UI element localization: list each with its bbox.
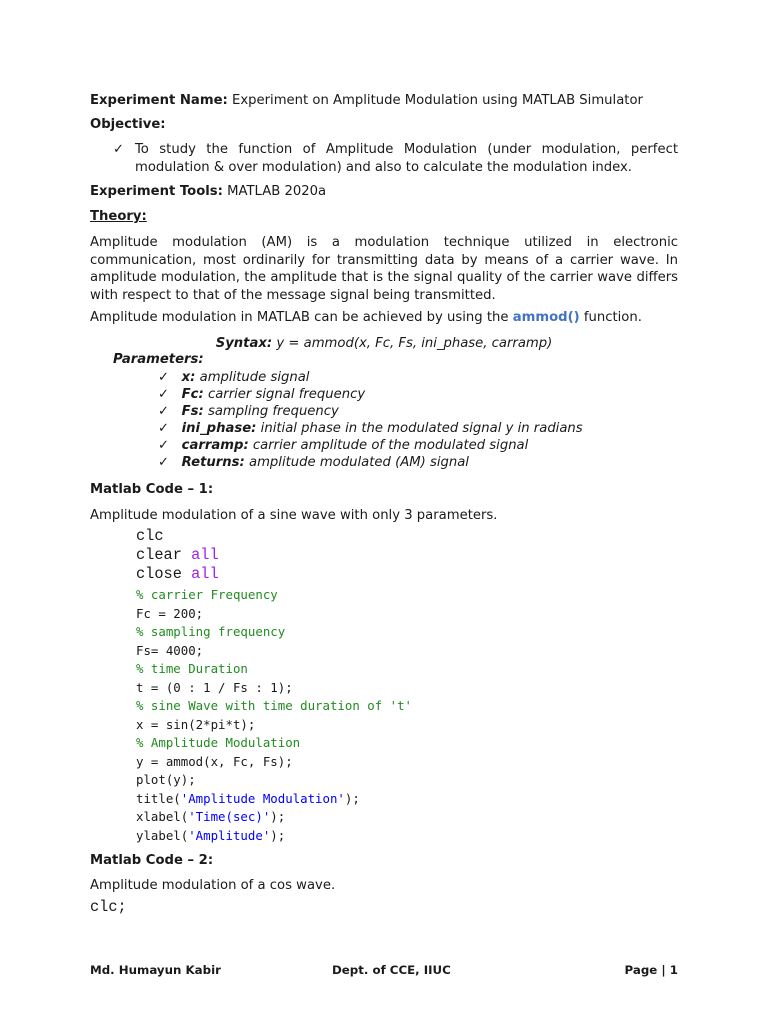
parameter-name: ini_phase: — [181, 421, 257, 436]
syntax-line — [90, 336, 678, 351]
syntax-label: Syntax: — [215, 336, 273, 351]
parameter-item — [158, 421, 583, 436]
parameter-item — [158, 370, 309, 385]
code-line: ylabel('Amplitude'); — [136, 827, 286, 843]
code-comment: % Amplitude Modulation — [136, 735, 301, 750]
parameter-description: carrier amplitude of the modulated signal — [252, 438, 529, 453]
parameter-description: sampling frequency — [207, 404, 339, 419]
theory-paragraph: Amplitude modulation (AM) is a modulation technique utilized in electronic communication, most ordinarily for transmitting data by means of a carrier wave. In amplitude modulation, the amplitude that is the signal quality of the carrier wave differs with respect to that of the message signal being transmitted. — [90, 235, 678, 303]
code1-heading: Matlab Code – 1: — [90, 482, 214, 497]
code-string: 'Time(sec)' — [188, 809, 271, 824]
code-line: title('Amplitude Modulation'); — [136, 790, 360, 806]
code-comment: % sine Wave with time duration of 't' — [136, 698, 413, 713]
code-keyword: all — [191, 565, 219, 583]
code1-description: Amplitude modulation of a sine wave with only 3 parameters. — [90, 508, 498, 523]
parameter-item — [158, 387, 365, 402]
experiment-name-label: Experiment Name: — [90, 93, 228, 108]
parameter-name: Returns: — [181, 455, 245, 470]
code-line: Fs= 4000; — [136, 642, 204, 658]
syntax-value: y = ammod(x, Fc, Fs, ini_phase, carramp) — [276, 336, 553, 351]
parameter-name: Fc: — [181, 387, 204, 402]
parameter-item — [158, 438, 528, 453]
ammod-sentence-after: function. — [583, 310, 642, 325]
code-line: t = (0 : 1 / Fs : 1); — [136, 679, 293, 695]
parameter-name: Fs: — [181, 404, 204, 419]
ammod-function-name: ammod() — [512, 310, 580, 325]
code2-line: clc; — [90, 898, 127, 916]
objective-text: To study the function of Amplitude Modulation (under modulation, perfect modulation & over modulation) and also to calculate the modulation index. — [135, 142, 678, 175]
ammod-sentence-before: Amplitude modulation in MATLAB can be achieved by using the — [90, 310, 509, 325]
objective-heading: Objective: — [90, 117, 166, 132]
code-string: 'Amplitude Modulation' — [180, 790, 345, 806]
parameter-description: carrier signal frequency — [207, 387, 366, 402]
experiment-name-row — [90, 93, 678, 108]
parameter-description: initial phase in the modulated signal y in radians — [260, 421, 583, 436]
code-line: clc — [136, 527, 164, 545]
footer-page-number: Page | 1 — [624, 963, 678, 977]
parameters-heading: Parameters: — [113, 352, 204, 367]
ammod-sentence — [90, 310, 678, 325]
objective-item — [113, 141, 678, 176]
parameter-name: x: — [181, 370, 196, 385]
code-comment: % carrier Frequency — [136, 587, 278, 602]
code-line: y = ammod(x, Fc, Fs); — [136, 753, 293, 769]
code-line: clear all — [136, 546, 219, 564]
experiment-name-value: Experiment on Amplitude Modulation using MATLAB Simulator — [232, 93, 643, 108]
checkmark-icon: ✓ — [158, 421, 170, 436]
experiment-tools-value: MATLAB 2020a — [227, 184, 327, 199]
parameter-description: amplitude modulated (AM) signal — [249, 455, 469, 470]
code-keyword: all — [191, 546, 219, 564]
experiment-tools-label: Experiment Tools: — [90, 184, 223, 199]
checkmark-icon: ✓ — [113, 142, 125, 157]
code-line: x = sin(2*pi*t); — [136, 716, 256, 732]
code-line: plot(y); — [136, 772, 196, 787]
theory-heading: Theory: — [90, 209, 147, 224]
code2-heading: Matlab Code – 2: — [90, 853, 214, 868]
code2-description: Amplitude modulation of a cos wave. — [90, 878, 336, 893]
code-comment: % sampling frequency — [136, 624, 286, 639]
checkmark-icon: ✓ — [158, 455, 170, 470]
code-line: close all — [136, 565, 219, 583]
footer-author: Md. Humayun Kabir — [90, 963, 221, 977]
checkmark-icon: ✓ — [158, 438, 170, 453]
checkmark-icon: ✓ — [158, 387, 170, 402]
experiment-tools-row — [90, 184, 678, 199]
code-line: Fc = 200; — [136, 605, 204, 621]
checkmark-icon: ✓ — [158, 404, 170, 419]
checkmark-icon: ✓ — [158, 370, 170, 385]
code-comment: % time Duration — [136, 661, 248, 676]
footer-department: Dept. of CCE, IIUC — [332, 963, 451, 977]
parameter-item — [158, 404, 339, 419]
parameter-item — [158, 455, 469, 470]
code-string: 'Amplitude' — [188, 827, 271, 843]
parameter-name: carramp: — [181, 438, 249, 453]
parameter-description: amplitude signal — [199, 370, 310, 385]
code-line: xlabel('Time(sec)'); — [136, 809, 286, 824]
